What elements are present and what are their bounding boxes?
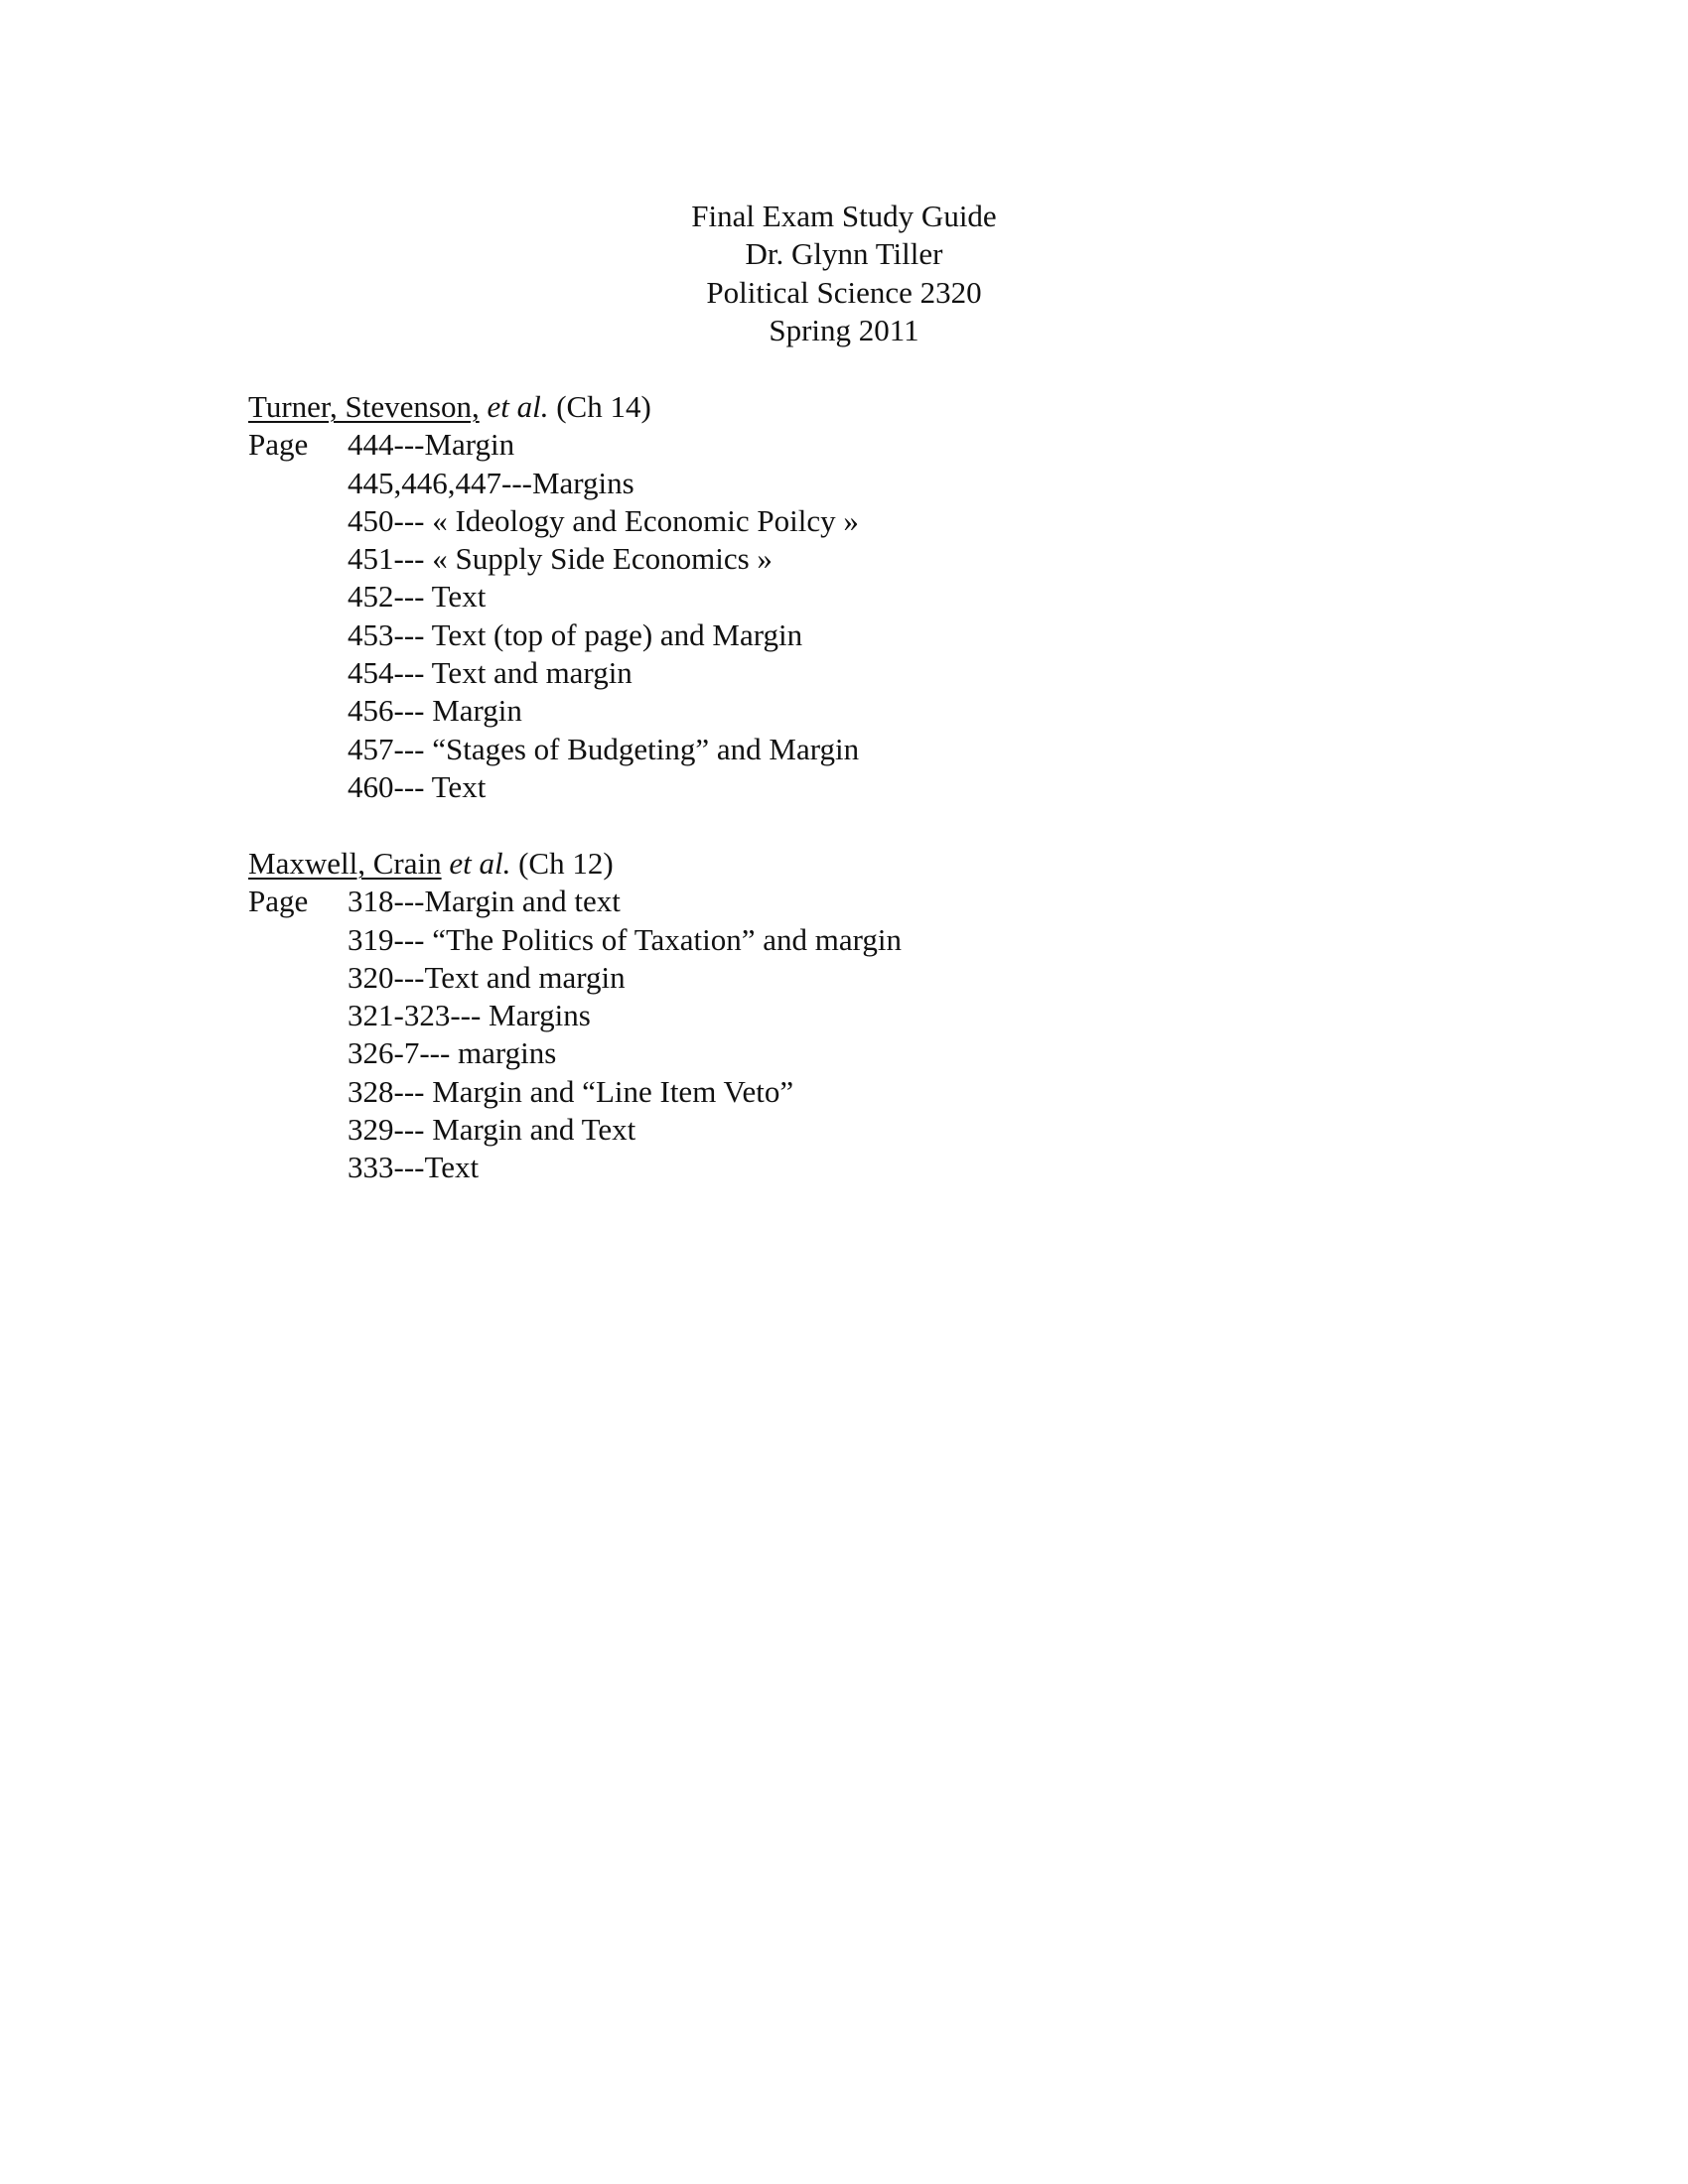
page-entry: 453--- Text (top of page) and Margin bbox=[348, 616, 803, 652]
header-instructor: Dr. Glynn Tiller bbox=[745, 236, 943, 272]
chapter-label: (Ch 12) bbox=[518, 846, 614, 881]
list-item bbox=[248, 578, 1440, 615]
list-item bbox=[248, 502, 1440, 540]
page-entry: 456--- Margin bbox=[348, 693, 522, 729]
list-item bbox=[248, 921, 1440, 959]
list-item bbox=[248, 654, 1440, 692]
page-entry: 321-323--- Margins bbox=[348, 998, 591, 1033]
reading-section-turner bbox=[248, 388, 1440, 806]
header-term: Spring 2011 bbox=[769, 312, 919, 347]
page-entry: 333---Text bbox=[348, 1150, 480, 1185]
list-item bbox=[248, 465, 1440, 502]
page-entry: 319--- “The Politics of Taxation” and margin bbox=[348, 921, 902, 957]
page-entry: 445,446,447---Margins bbox=[348, 465, 634, 500]
page-entry: 460--- Text bbox=[348, 768, 487, 804]
author-names: Turner, Stevenson, bbox=[248, 389, 480, 424]
section-heading bbox=[248, 388, 1440, 426]
page-entry: 444---Margin bbox=[348, 427, 515, 463]
page-entry: 329--- Margin and Text bbox=[348, 1112, 636, 1148]
section-heading bbox=[248, 845, 1440, 883]
list-item bbox=[248, 1073, 1440, 1111]
et-al: et al. bbox=[449, 846, 511, 881]
page-label: Page bbox=[248, 427, 309, 463]
list-item bbox=[248, 540, 1440, 578]
list-item bbox=[248, 692, 1440, 730]
document-header bbox=[546, 198, 1142, 349]
list-item bbox=[248, 1149, 1440, 1186]
list-item bbox=[248, 883, 1440, 920]
page-entry: 454--- Text and margin bbox=[348, 655, 633, 691]
header-course: Political Science 2320 bbox=[706, 274, 982, 310]
page-label: Page bbox=[248, 884, 309, 919]
list-item bbox=[248, 426, 1440, 464]
page-entry: 328--- Margin and “Line Item Veto” bbox=[348, 1073, 794, 1109]
page-entry: 452--- Text bbox=[348, 579, 487, 614]
reading-section-maxwell bbox=[248, 845, 1440, 1187]
page-entry: 457--- “Stages of Budgeting” and Margin bbox=[348, 731, 860, 766]
list-item bbox=[248, 768, 1440, 806]
page-entry: 451--- « Supply Side Economics » bbox=[348, 541, 773, 577]
page-entry: 450--- « Ideology and Economic Poilcy » bbox=[348, 502, 859, 538]
list-item bbox=[248, 1111, 1440, 1149]
chapter-label: (Ch 14) bbox=[556, 389, 651, 424]
author-names: Maxwell, Crain bbox=[248, 846, 442, 881]
list-item bbox=[248, 616, 1440, 654]
page-entry: 318---Margin and text bbox=[348, 884, 621, 919]
list-item bbox=[248, 997, 1440, 1034]
page-entry: 320---Text and margin bbox=[348, 959, 626, 995]
et-al: et al. bbox=[487, 389, 549, 424]
list-item bbox=[248, 959, 1440, 997]
header-title: Final Exam Study Guide bbox=[691, 199, 997, 233]
page-entry: 326-7--- margins bbox=[348, 1035, 557, 1071]
list-item bbox=[248, 1034, 1440, 1072]
list-item bbox=[248, 731, 1440, 768]
